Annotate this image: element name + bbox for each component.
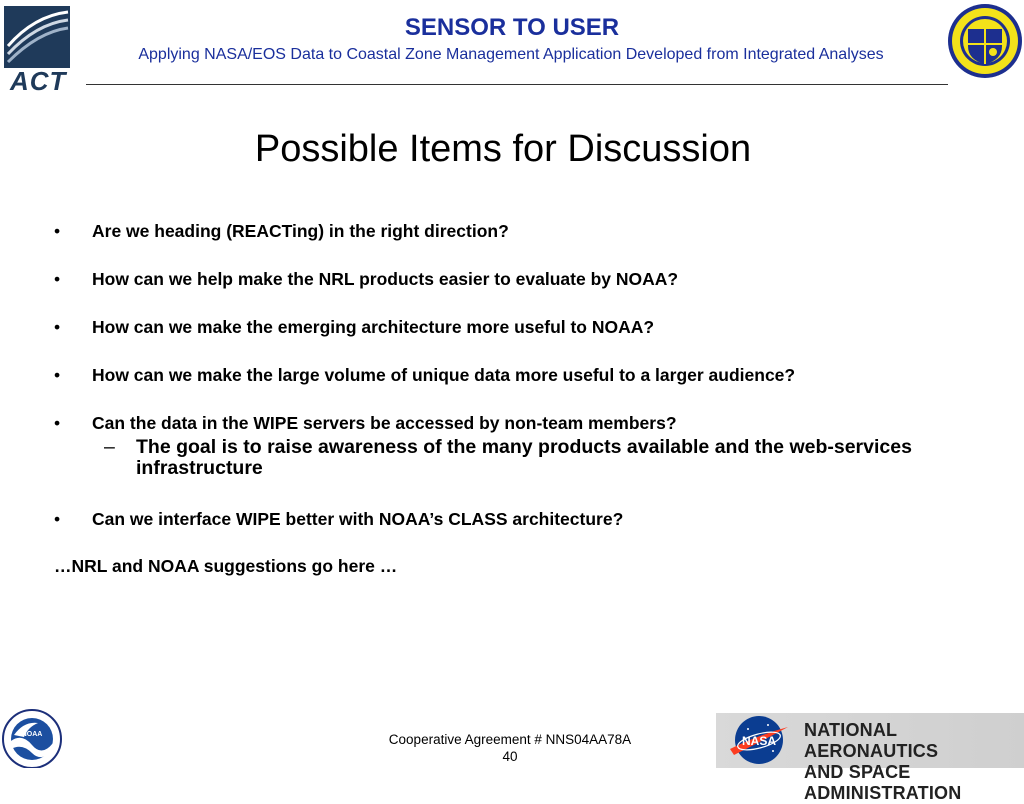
footer-agreement: Cooperative Agreement # NNS04AA78A <box>388 732 632 747</box>
bullet-marker: • <box>54 317 61 337</box>
nasa-meatball-icon <box>728 715 790 765</box>
nasa-name-text <box>804 720 1024 804</box>
slide-title: Possible Items for Discussion <box>254 128 752 170</box>
bullet-marker: • <box>54 413 61 433</box>
bullet-text: How can we make the large volume of unique data more useful to a larger audience? <box>92 365 796 385</box>
bullet-text: How can we make the emerging architecture more useful to NOAA? <box>92 317 655 337</box>
bullet-text: Can we interface WIPE better with NOAA’s CLASS architecture? <box>92 509 624 529</box>
nasa-logo-text: NASA <box>741 734 777 748</box>
act-logo-text: ACT <box>10 66 67 96</box>
page-number: 40 <box>502 749 518 764</box>
bullet-marker: • <box>54 269 61 289</box>
closing-note: …NRL and NOAA suggestions go here … <box>54 556 398 576</box>
naval-research-laboratory-seal-icon <box>946 2 1024 80</box>
header-divider <box>86 84 948 85</box>
bullet-marker: • <box>54 509 61 529</box>
noaa-logo-icon <box>0 705 64 768</box>
noaa-logo-text: NOAA <box>21 731 43 738</box>
bullet-marker: • <box>54 365 61 385</box>
bullet-text: How can we help make the NRL products easier to evaluate by NOAA? <box>92 269 679 289</box>
bullet-text: Can the data in the WIPE servers be accessed by non-team members? <box>92 413 677 433</box>
header-subtitle: Applying NASA/EOS Data to Coastal Zone Management Application Developed from Integrated Analyses <box>138 46 884 63</box>
nasa-banner <box>716 713 1024 803</box>
header-title: SENSOR TO USER <box>404 14 620 41</box>
sub-bullet-text: The goal is to raise awareness of the many products available and the web-services infrastructure <box>136 436 912 479</box>
bullet-marker: • <box>54 221 61 241</box>
bullet-text: Are we heading (REACTing) in the right direction? <box>92 221 509 241</box>
nasa-name-line1: NATIONAL AERONAUTICS <box>804 720 939 761</box>
sub-bullet-marker: – <box>104 436 115 458</box>
nasa-name-line2: AND SPACE ADMINISTRATION <box>804 762 962 803</box>
